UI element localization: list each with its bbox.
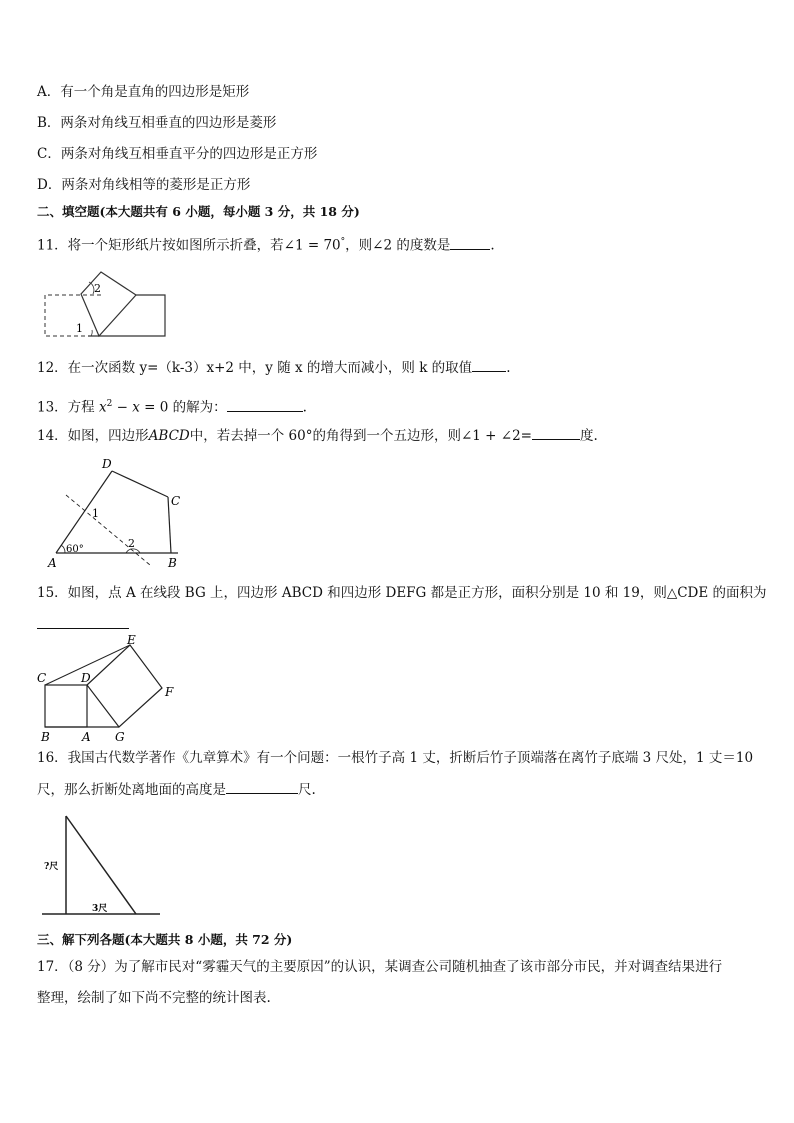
q12-end: . [506,360,511,376]
q13-mid: − [112,399,133,416]
q12-text: 12．在一次函数 y=（k-3）x+2 中，y 随 x 的增大而减小，则 k 的取值 [37,360,473,376]
q14-mid: 中，若去掉一个 60°的角得到一个五边形，则∠1 + ∠2= [189,428,532,444]
q14-label-a: A [48,556,57,570]
q11-deg: ° [340,237,346,247]
section2-header: 二、填空题(本大题共有 6 小题，每小题 3 分，共 18 分) [37,204,360,219]
q15-label-e: E [127,633,136,647]
q15-label-f: F [165,685,174,699]
q14-angle60-label: 60° [66,544,84,555]
section3-header: 三、解下列各题(本大题共 8 小题，共 72 分) [37,932,293,947]
question-12 [37,358,510,377]
q14-abcd: ABCD [148,428,190,444]
option-c: C．两条对角线互相垂直平分的四边形是正方形 [37,146,318,162]
q15-label-c: C [37,671,47,685]
q14-figure [40,455,200,570]
q13-pre: 13．方程 [37,399,95,416]
q11-angle1-label: 1 [76,322,83,335]
question-16-line2 [37,780,316,799]
option-d: D．两条对角线相等的菱形是正方形 [37,177,251,193]
q16-base-label: 3尺 [92,904,108,914]
q16-figure [40,812,165,918]
q16-height-label: ?尺 [44,862,59,872]
q15-label-d: D [81,671,91,685]
question-14 [37,426,598,445]
q14-pre: 14．如图，四边形 [37,428,149,444]
q14-label-b: B [168,556,177,570]
option-a: A．有一个角是直角的四边形是矩形 [37,84,250,100]
q15-figure [35,633,185,745]
q13-x: x [98,399,107,416]
question-13 [37,395,307,417]
q14-angle2-label: 2 [128,537,135,550]
q15-label-g: G [115,730,125,744]
q14-end: 度. [580,428,598,444]
q14-label-d: D [102,457,112,471]
q11-post: ，则∠2 的度数是 [345,237,451,254]
q14-label-c: C [171,494,181,508]
question-16-line1: 16．我国古代数学著作《九章算术》有一个问题：一根竹子高 1 丈，折断后竹子顶端落在离竹子底端 3 尺处，1 丈＝10 [37,750,754,766]
q16-answer-blank[interactable] [226,780,298,794]
q13-sup: 2 [106,399,113,409]
q11-pre: 11．将一个矩形纸片按如图所示折叠，若∠1 = 70 [37,237,341,254]
q11-figure [40,268,170,340]
q13-end: . [302,399,307,416]
question-17-line1: 17．（8 分）为了解市民对“雾霾天气的主要原因”的认识，某调查公司随机抽查了该市部分市民，并对调查结果进行 [37,959,723,975]
q12-answer-blank[interactable] [472,358,506,372]
q14-answer-blank[interactable] [532,426,580,440]
q16-line2-pre: 尺，那么折断处离地面的高度是 [37,782,226,798]
q13-eq: = 0 的解为： [139,399,227,416]
q11-end: . [490,237,495,254]
question-17-line2: 整理，绘制了如下尚不完整的统计图表. [37,990,271,1006]
q15-label-b: B [41,730,50,744]
q11-answer-blank[interactable] [450,236,490,250]
question-11 [37,233,495,255]
q15-answer-blank[interactable] [37,615,129,629]
q14-angle1-label: 1 [92,507,99,520]
q15-label-a: A [82,730,91,744]
q13-x2: x [132,399,140,416]
q11-angle2-label: 2 [94,282,101,295]
question-15: 15．如图，点 A 在线段 BG 上，四边形 ABCD 和四边形 DEFG 都是正方形，面积分别是 10 和 19，则△CDE 的面积为 [37,585,767,601]
q16-line2-end: 尺. [298,782,316,798]
q13-answer-blank[interactable] [227,398,303,412]
option-b: B．两条对角线互相垂直的四边形是菱形 [37,115,277,131]
